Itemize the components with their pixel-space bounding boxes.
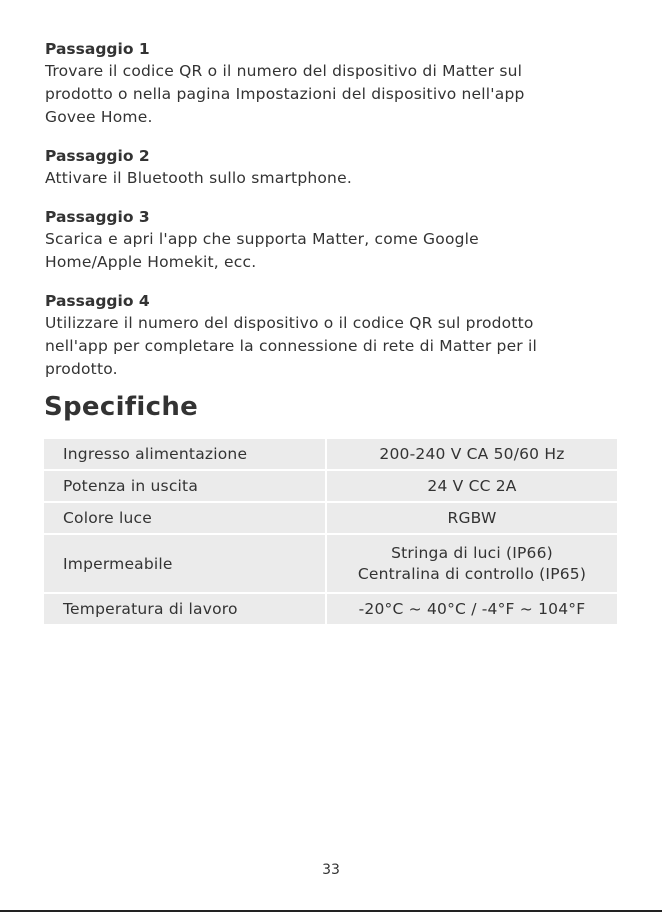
spec-value-cell [327, 503, 617, 533]
step-text-line: Trovare il codice QR o il numero del dispositivo di Matter sul [45, 62, 523, 80]
step-text-line: Govee Home. [45, 108, 153, 126]
spec-row-light-color [44, 503, 617, 535]
step-text-line: Utilizzare il numero del dispositivo o il codice QR sul prodotto [45, 314, 534, 332]
step-text-line: prodotto o nella pagina Impostazioni del dispositivo nell'app [45, 85, 525, 103]
step-1 [45, 38, 625, 129]
spec-label: Potenza in uscita [44, 471, 327, 501]
spec-row-working-temperature [44, 594, 617, 624]
step-4 [45, 290, 625, 381]
spec-value: -20°C ~ 40°C / -4°F ~ 104°F [358, 599, 586, 618]
spec-value-cell [327, 535, 617, 592]
spec-value: RGBW [447, 508, 497, 527]
spec-value: Centralina di controllo (IP65) [357, 564, 587, 583]
spec-row-waterproof [44, 535, 617, 594]
specifications-table [44, 439, 617, 624]
spec-label: Temperatura di lavoro [44, 594, 327, 624]
step-text-line: Home/Apple Homekit, ecc. [45, 253, 257, 271]
spec-value-cell [327, 439, 617, 469]
spec-label: Colore luce [44, 503, 327, 533]
spec-value-cell [327, 471, 617, 501]
spec-row-power-output [44, 471, 617, 503]
step-title: Passaggio 3 [45, 208, 150, 226]
step-title: Passaggio 1 [45, 40, 150, 58]
bottom-divider [0, 910, 662, 912]
spec-row-power-input [44, 439, 617, 471]
setup-steps [45, 38, 625, 397]
step-3 [45, 206, 625, 274]
spec-value: 200-240 V CA 50/60 Hz [379, 444, 565, 463]
spec-value-cell [327, 594, 617, 624]
spec-value: Stringa di luci (IP66) [391, 543, 553, 562]
step-title: Passaggio 2 [45, 147, 150, 165]
step-title: Passaggio 4 [45, 292, 150, 310]
spec-label: Impermeabile [44, 535, 327, 592]
spec-label: Ingresso alimentazione [44, 439, 327, 469]
step-2 [45, 145, 625, 190]
step-text-line: nell'app per completare la connessione di rete di Matter per il [45, 337, 538, 355]
step-text-line: Attivare il Bluetooth sullo smartphone. [45, 169, 352, 187]
specifications-heading: Specifiche [44, 392, 199, 422]
step-text-line: prodotto. [45, 360, 118, 378]
page-number: 33 [322, 862, 340, 878]
spec-value: 24 V CC 2A [427, 476, 517, 495]
step-text-line: Scarica e apri l'app che supporta Matter, come Google [45, 230, 479, 248]
